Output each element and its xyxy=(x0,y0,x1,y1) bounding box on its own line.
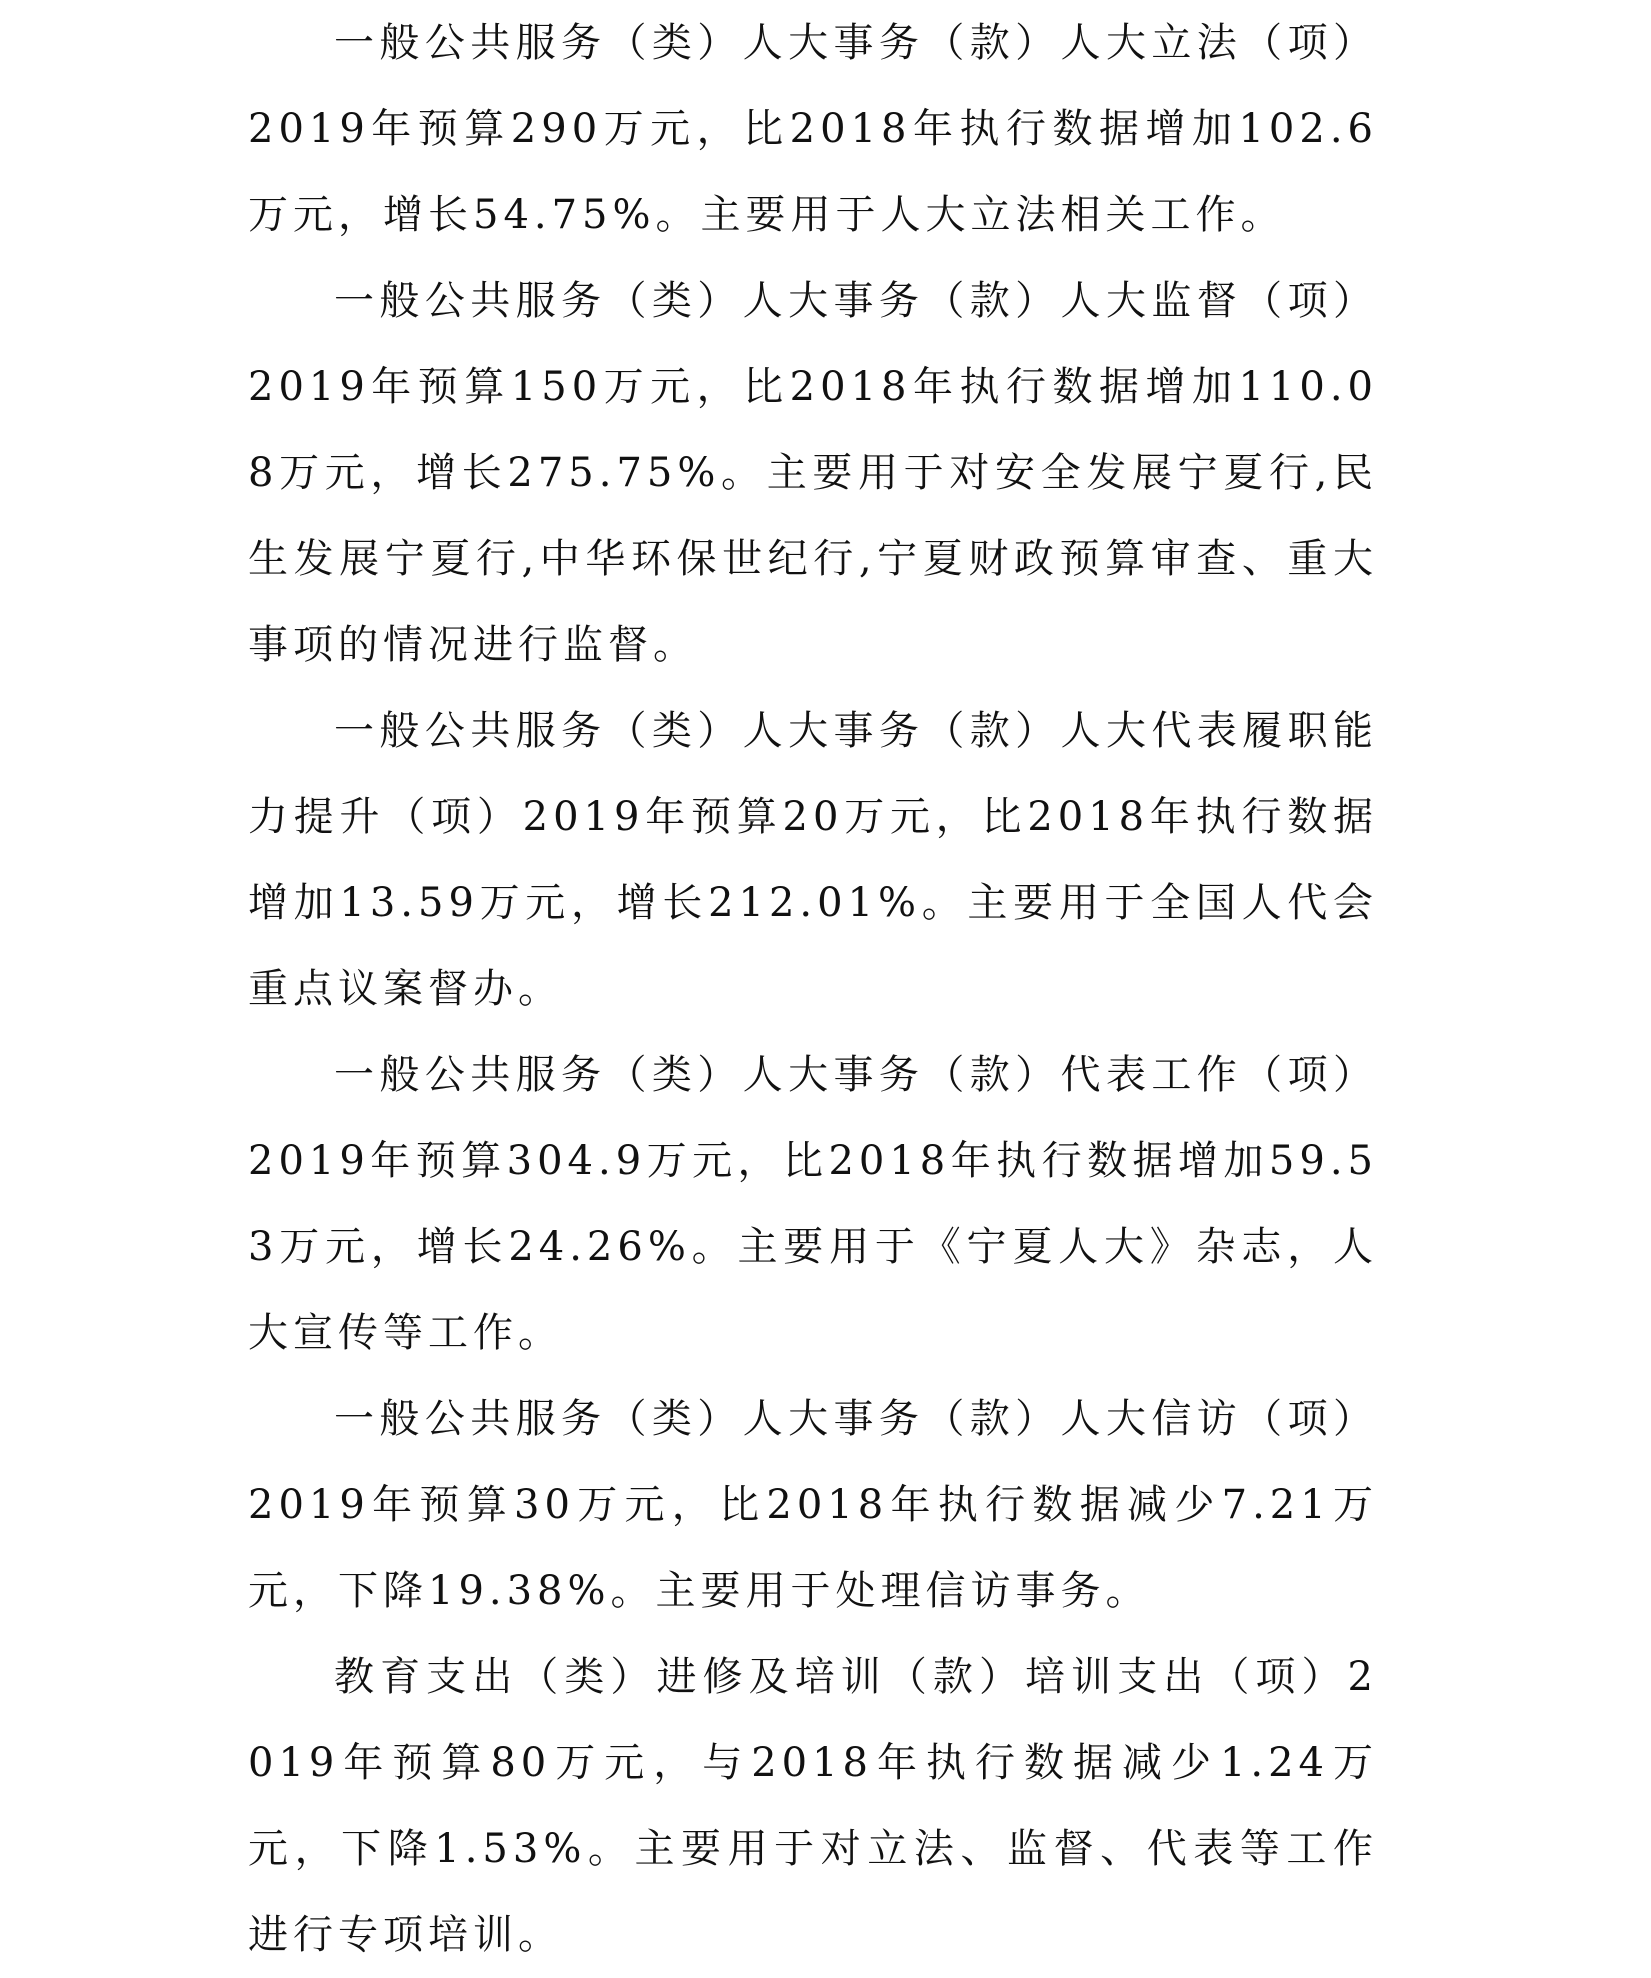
paragraph-deputy-capacity: 一般公共服务（类）人大事务（款）人大代表履职能力提升（项）2019年预算20万元，比2018年执行数据增加13.59万元，增长212.01%。主要用于全国人代会重点议案督办。 xyxy=(248,708,1378,1012)
paragraph-legislation: 一般公共服务（类）人大事务（款）人大立法（项）2019年预算290万元，比2018年执行数据增加102.6万元，增长54.75%。主要用于人大立法相关工作。 xyxy=(248,20,1378,238)
paragraph-training: 教育支出（类）进修及培训（款）培训支出（项）2019年预算80万元，与2018年执行数据减少1.24万元，下降1.53%。主要用于对立法、监督、代表等工作进行专项培训。 xyxy=(248,1654,1378,1958)
body-text xyxy=(248,0,1378,1978)
paragraph-deputy-work: 一般公共服务（类）人大事务（款）代表工作（项）2019年预算304.9万元，比2018年执行数据增加59.53万元，增长24.26%。主要用于《宁夏人大》杂志，人大宣传等工作。 xyxy=(248,1052,1378,1356)
paragraph-petition: 一般公共服务（类）人大事务（款）人大信访（项）2019年预算30万元，比2018年执行数据减少7.21万元，下降19.38%。主要用于处理信访事务。 xyxy=(248,1396,1378,1614)
paragraph-supervision: 一般公共服务（类）人大事务（款）人大监督（项）2019年预算150万元，比2018年执行数据增加110.08万元，增长275.75%。主要用于对安全发展宁夏行,民生发展宁夏行,中华环保世纪行,宁夏财政预算审查、重大事项的情况进行监督。 xyxy=(248,278,1378,668)
